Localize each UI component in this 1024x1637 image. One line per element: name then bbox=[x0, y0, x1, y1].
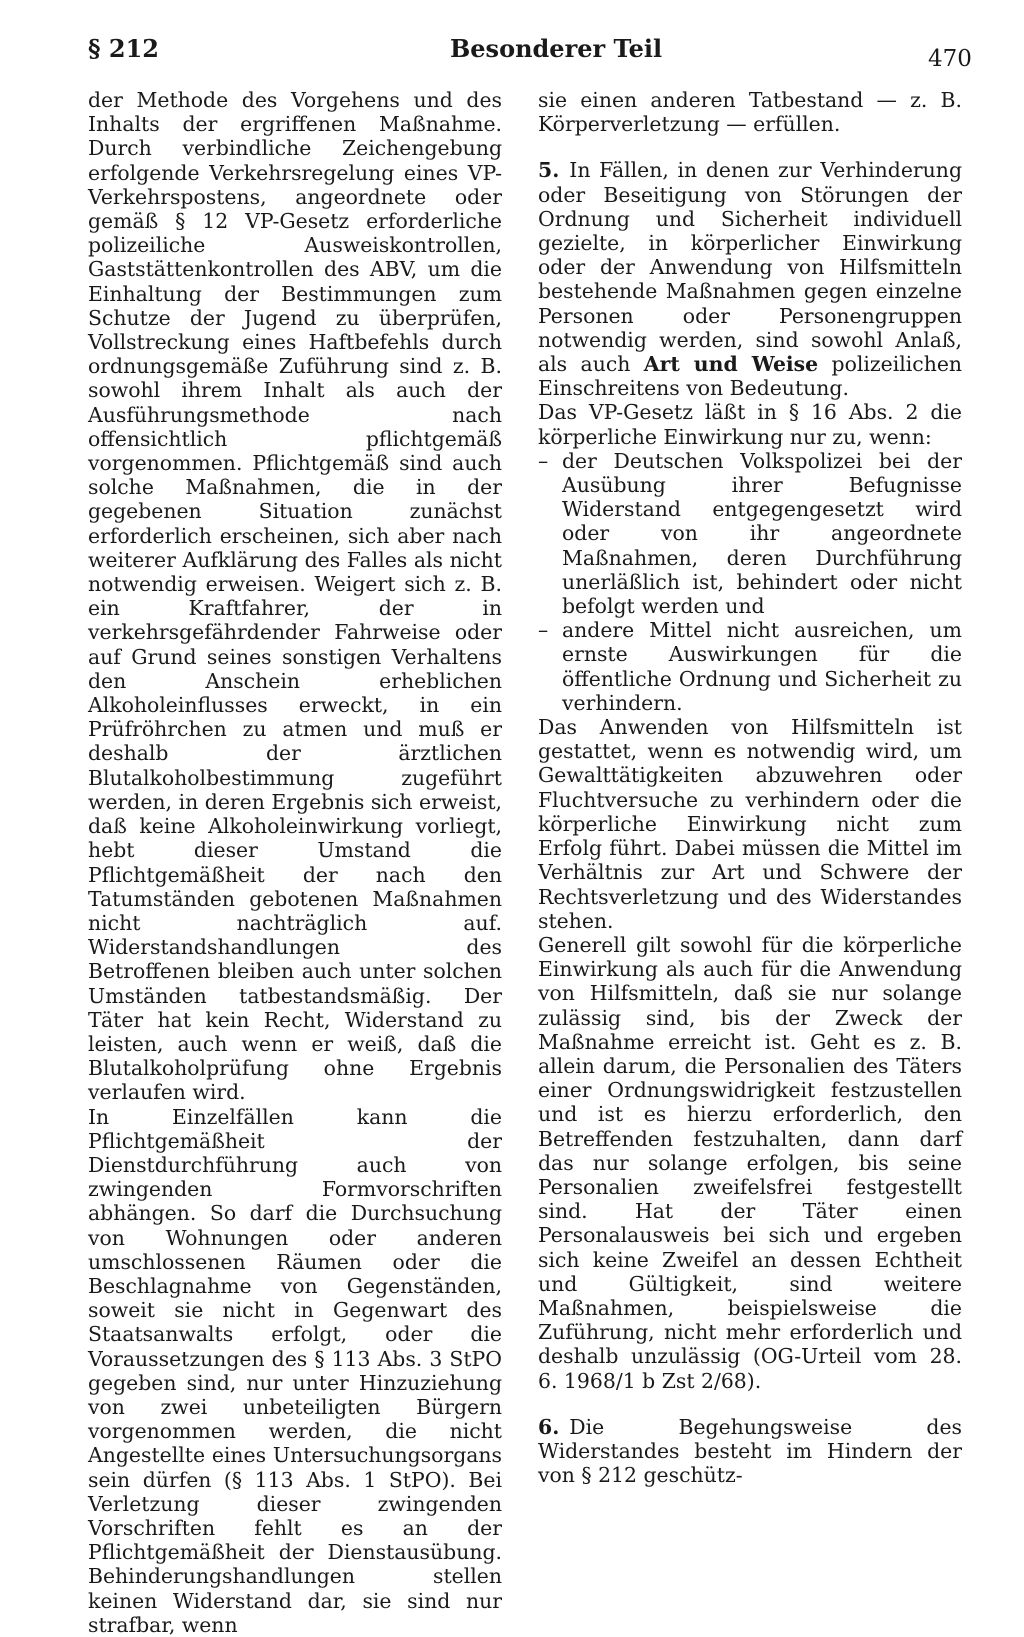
section-6-number: 6. bbox=[538, 1414, 560, 1439]
section-5-text-b: polizeilichen Einschreitens von Bedeutung. bbox=[538, 352, 963, 401]
paragraph-generell: Generell gilt sowohl für die körperliche Einwirkung als auch für die Anwendung von Hilfsmitteln, daß sie nur solange zulässig sind, bis der Zweck der Maßnahme erreicht ist. Geht es z. B. allein darum, die Personalien des Täters einer Ordnungswidrigkeit festzustellen und ist es hierzu erforderlich, den Betreffenden festzuhalten, dann darf das nur solange erfolgen, bis seine Personalien zweifelsfrei festgestellt sind. Hat der Täter einen Personalausweis bei sich und ergeben sich keine Zweifel an dessen Echtheit und Gültigkeit, sind weitere Maßnahmen, beispielsweise die Zuführung, nicht mehr erforderlich und deshalb unzulässig (OG-Urteil vom 28. 6. 1968/1 b Zst 2/68). bbox=[538, 932, 962, 1393]
section-6-paragraph bbox=[538, 1415, 962, 1488]
section-6-text: Die Begehungsweise des Widerstandes besteht im Hindern der von § 212 geschütz- bbox=[538, 1414, 962, 1488]
running-title: Besonderer Teil bbox=[450, 34, 663, 63]
section-5-paragraph bbox=[538, 158, 962, 400]
paragraph-form-requirements: In Einzelfällen kann die Pflichtgemäßheit der Dienstdurchführung auch von zwingenden Formvorschriften abhängen. So darf die Durchsuchung von Wohnungen oder anderen umschlossenen Räumen oder die Beschlagnahme von Gegenständen, soweit sie nicht in Gegenwart des Staatsanwalts erfolgt, oder die Voraussetzungen des § 113 Abs. 3 StPO gegeben sind, nur unter Hinzuziehung von zwei unbeteiligten Bürgern vorgenommen werden, die nicht Angestellte eines Untersuchungsorgans sein dürfen (§ 113 Abs. 1 StPO). Bei Verletzung dieser zwingenden Vorschriften fehlt es an der Pflichtgemäßheit der Dienstausübung. Behinderungshandlungen stellen keinen Widerstand dar, sie sind nur strafbar, wenn bbox=[88, 1104, 502, 1637]
paragraph-continuation: sie einen anderen Tatbestand — z. B. Körperverletzung — erfüllen. bbox=[538, 88, 962, 137]
section-5-emphasis: Art und Weise bbox=[643, 352, 819, 377]
conditions-list bbox=[538, 449, 962, 715]
page-number: 470 bbox=[928, 46, 972, 72]
right-column bbox=[538, 88, 962, 1487]
list-item: – andere Mittel nicht ausreichen, um ernste Auswirkungen für die öffentliche Ordnung und Sicherheit zu verhindern. bbox=[538, 618, 962, 715]
list-item: – der Deutschen Volkspolizei bei der Ausübung ihrer Befugnisse Widerstand entgegengesetzt wird oder von ihr angeordnete Maßnahmen, deren Durchführung unerläßlich ist, behindert oder nicht befolgt werden und bbox=[538, 449, 962, 618]
left-column bbox=[88, 88, 502, 1637]
paragraph-hilfsmittel: Das Anwenden von Hilfsmitteln ist gestattet, wenn es notwendig wird, um Gewalttätigkeiten abzuwehren oder Fluchtversuche zu verhindern oder die körperliche Einwirkung nicht zum Erfolg führt. Dabei müssen die Mittel im Verhältnis zur Art und Schwere der Rechtsverletzung und des Widerstandes stehen. bbox=[538, 715, 962, 933]
section-5-text-a: In Fällen, in denen zur Verhinderung oder Beseitigung von Störungen der Ordnung und Sicherheit individuell gezielte, in körperlicher Einwirkung oder der Anwendung von Hilfsmitteln bestehende Maßnahmen gegen einzelne Personen oder Personengruppen notwendig werden, sind sowohl Anlaß, als auch bbox=[538, 158, 962, 377]
section-5-number: 5. bbox=[538, 158, 560, 183]
paragraph-vp-gesetz: Das VP-Gesetz läßt in § 16 Abs. 2 die körperliche Einwirkung nur zu, wenn: bbox=[538, 400, 962, 449]
section-reference: § 212 bbox=[88, 34, 160, 63]
paragraph-method: der Methode des Vorgehens und des Inhalts der ergriffenen Maßnahme. Durch verbindliche Zeichengebung erfolgende Verkehrsregelung eines VP-Verkehrspostens, angeordnete oder gemäß § 12 VP-Gesetz erforderliche polizeiliche Ausweiskontrollen, Gaststättenkontrollen des ABV, um die Einhaltung der Bestimmungen zum Schutze der Jugend zu überprüfen, Vollstreckung eines Haftbefehls durch ordnungsgemäße Zuführung sind z. B. sowohl ihrem Inhalt als auch der Ausführungsmethode nach offensichtlich pflichtgemäß vorgenommen. Pflichtgemäß sind auch solche Maßnahmen, die in der gegebenen Situation zunächst erforderlich erscheinen, sich aber nach weiterer Aufklärung des Falles als nicht notwendig erweisen. Weigert sich z. B. ein Kraftfahrer, der in verkehrsgefährdender Fahrweise oder auf Grund seines sonstigen Verhaltens den Anschein erheblichen Alkoholeinflusses erweckt, in ein Prüfröhrchen zu atmen und muß er deshalb der ärztlichen Blutalkoholbestimmung zugeführt werden, in deren Ergebnis sich erweist, daß keine Alkoholeinwirkung vorliegt, hebt dieser Umstand die Pflichtgemäßheit der nach den Tatumständen gebotenen Maßnahmen nicht nachträglich auf. Widerstandshandlungen des Betroffenen bleiben auch unter solchen Umständen tatbestandsmäßig. Der Täter hat kein Recht, Widerstand zu leisten, auch wenn er weiß, daß die Blutalkoholprüfung ohne Ergebnis verlaufen wird. bbox=[88, 88, 502, 1105]
